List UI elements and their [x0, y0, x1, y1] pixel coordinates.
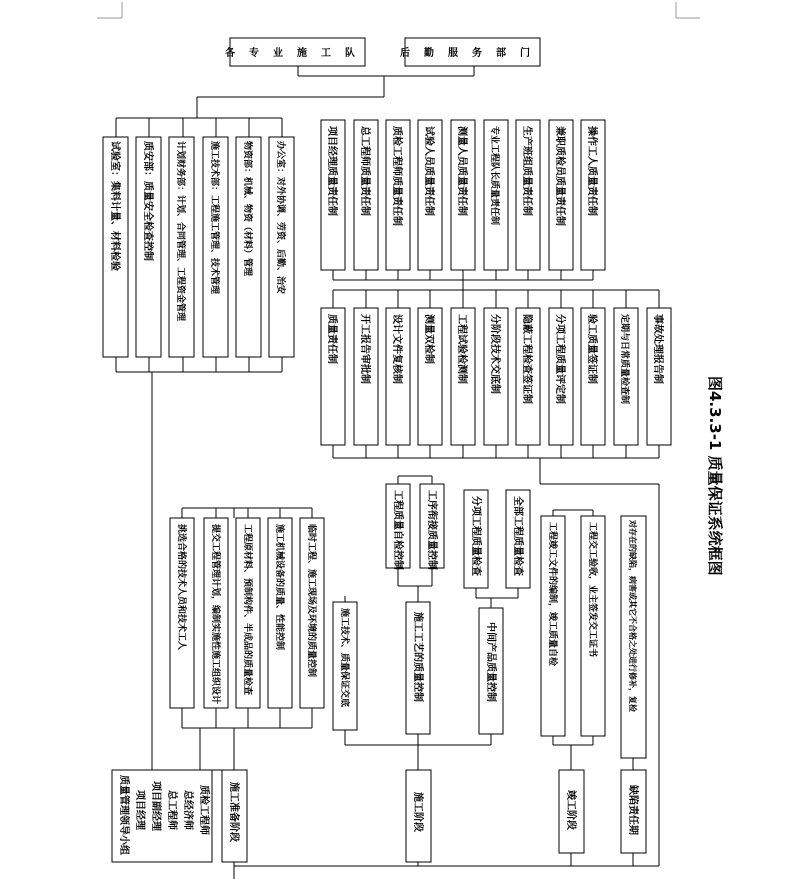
department-label: 计划财务部：计划、合同管理、工程资金管理 — [175, 141, 185, 322]
system-label: 验工质量签证制 — [586, 314, 597, 384]
system-label: 定期与日常质量检查制 — [619, 314, 629, 405]
stage-label-warranty: 缺陷责任期 — [627, 785, 638, 835]
department-boxes — [103, 137, 294, 357]
prep-item-label: 临时工程、施工现场及环境的质量控制 — [306, 524, 316, 678]
completion-item-label: 工程竣工文件的编制，竣工质量自检 — [547, 522, 557, 667]
responsibility-label: 试验人员质量责任制 — [423, 126, 434, 216]
system-label: 开工报告审批制 — [359, 314, 370, 384]
leader-member: 项目经理 — [134, 790, 145, 830]
leader-member: 总经济师 — [182, 790, 193, 830]
system-label: 分项工程质量评定制 — [554, 314, 565, 404]
leader-member: 项目副经理 — [150, 781, 161, 831]
responsibility-label: 操作工人质量责任制 — [586, 126, 597, 216]
page-corner-marks — [97, 2, 700, 18]
construction-item-label: 施工工艺的质量控制 — [412, 612, 423, 702]
warranty-item-label: 对存在的缺陷，病害或其它不合格之处进行修补，复检 — [628, 520, 637, 712]
stage-label-completion: 竣工阶段 — [565, 790, 576, 830]
responsibility-label: 测量人员质量责任制 — [456, 126, 467, 216]
prep-item-label: 工程原材料、预制构件、半成品的质量检查 — [242, 524, 252, 696]
responsibility-label: 项目经理质量责任制 — [326, 126, 337, 216]
construction-item-label: 中间产品质量控制 — [485, 622, 496, 702]
system-label: 测量双检制 — [423, 314, 434, 364]
responsibility-label: 质检工程师质量责任制 — [391, 126, 402, 226]
figure-caption: 图4.3.3-1 质量保证系统框图 — [706, 376, 724, 576]
department-label: 试验室：集料计量、材料检验 — [109, 141, 120, 271]
process-check-label: 工程质量自检控制 — [392, 490, 403, 570]
inspection-label: 分项工程质量检查 — [470, 496, 481, 576]
responsibility-label: 兼职质检员质量责任制 — [554, 126, 565, 226]
prep-item-label: 提交工程管理计划，编制实施性施工组织设计 — [210, 524, 220, 705]
department-label: 质安部：质量安全检查控制 — [142, 141, 153, 261]
prep-item-label: 施工机械设备的质量、性能控制 — [274, 524, 284, 651]
construction-item-label: 施工技术、质量保证交底 — [339, 608, 349, 708]
stage-label-prep: 施工准备阶段 — [228, 782, 239, 842]
department-label: 办公室：对外协调、劳资、后勤、治安 — [275, 141, 285, 295]
responsibility-label: 生产班组质量责任制 — [521, 126, 532, 216]
system-label: 分阶段技术交底制 — [489, 314, 500, 394]
department-label: 物资部：机械、物资（材料）管理 — [242, 141, 252, 277]
unit-label-construction-teams: 各专业施工队 — [225, 48, 369, 59]
system-label: 质量责任制 — [326, 314, 337, 364]
prep-item-label: 挑选合格的技术人员和技术工人 — [176, 524, 186, 651]
unit-label-logistics: 后勤服务部门 — [400, 48, 544, 59]
stage-label-construction: 施工阶段 — [412, 792, 423, 832]
system-label: 工程试验检测制 — [456, 314, 467, 384]
responsibility-label: 总工程师质量责任制 — [359, 126, 370, 216]
system-label: 隐蔽工程检查签证制 — [521, 314, 532, 404]
inspection-label: 全部工程质量检查 — [512, 496, 523, 576]
department-label: 施工技术部：工程施工管理、技术管理 — [209, 141, 219, 295]
system-label: 事故处理报告制 — [652, 314, 663, 384]
leader-member: 质检工程师 — [198, 785, 209, 835]
system-label: 设计文件复核制 — [391, 314, 402, 384]
responsibility-label: 专业工程队长质量责任制 — [489, 126, 499, 226]
leader-title: 质量管理领导小组 — [118, 775, 129, 855]
process-check-label: 工序衔接质量控制 — [426, 490, 437, 570]
leader-member: 总工程师 — [166, 790, 177, 830]
completion-item-label: 工程交工验收，业主签发交工证书 — [587, 522, 597, 658]
